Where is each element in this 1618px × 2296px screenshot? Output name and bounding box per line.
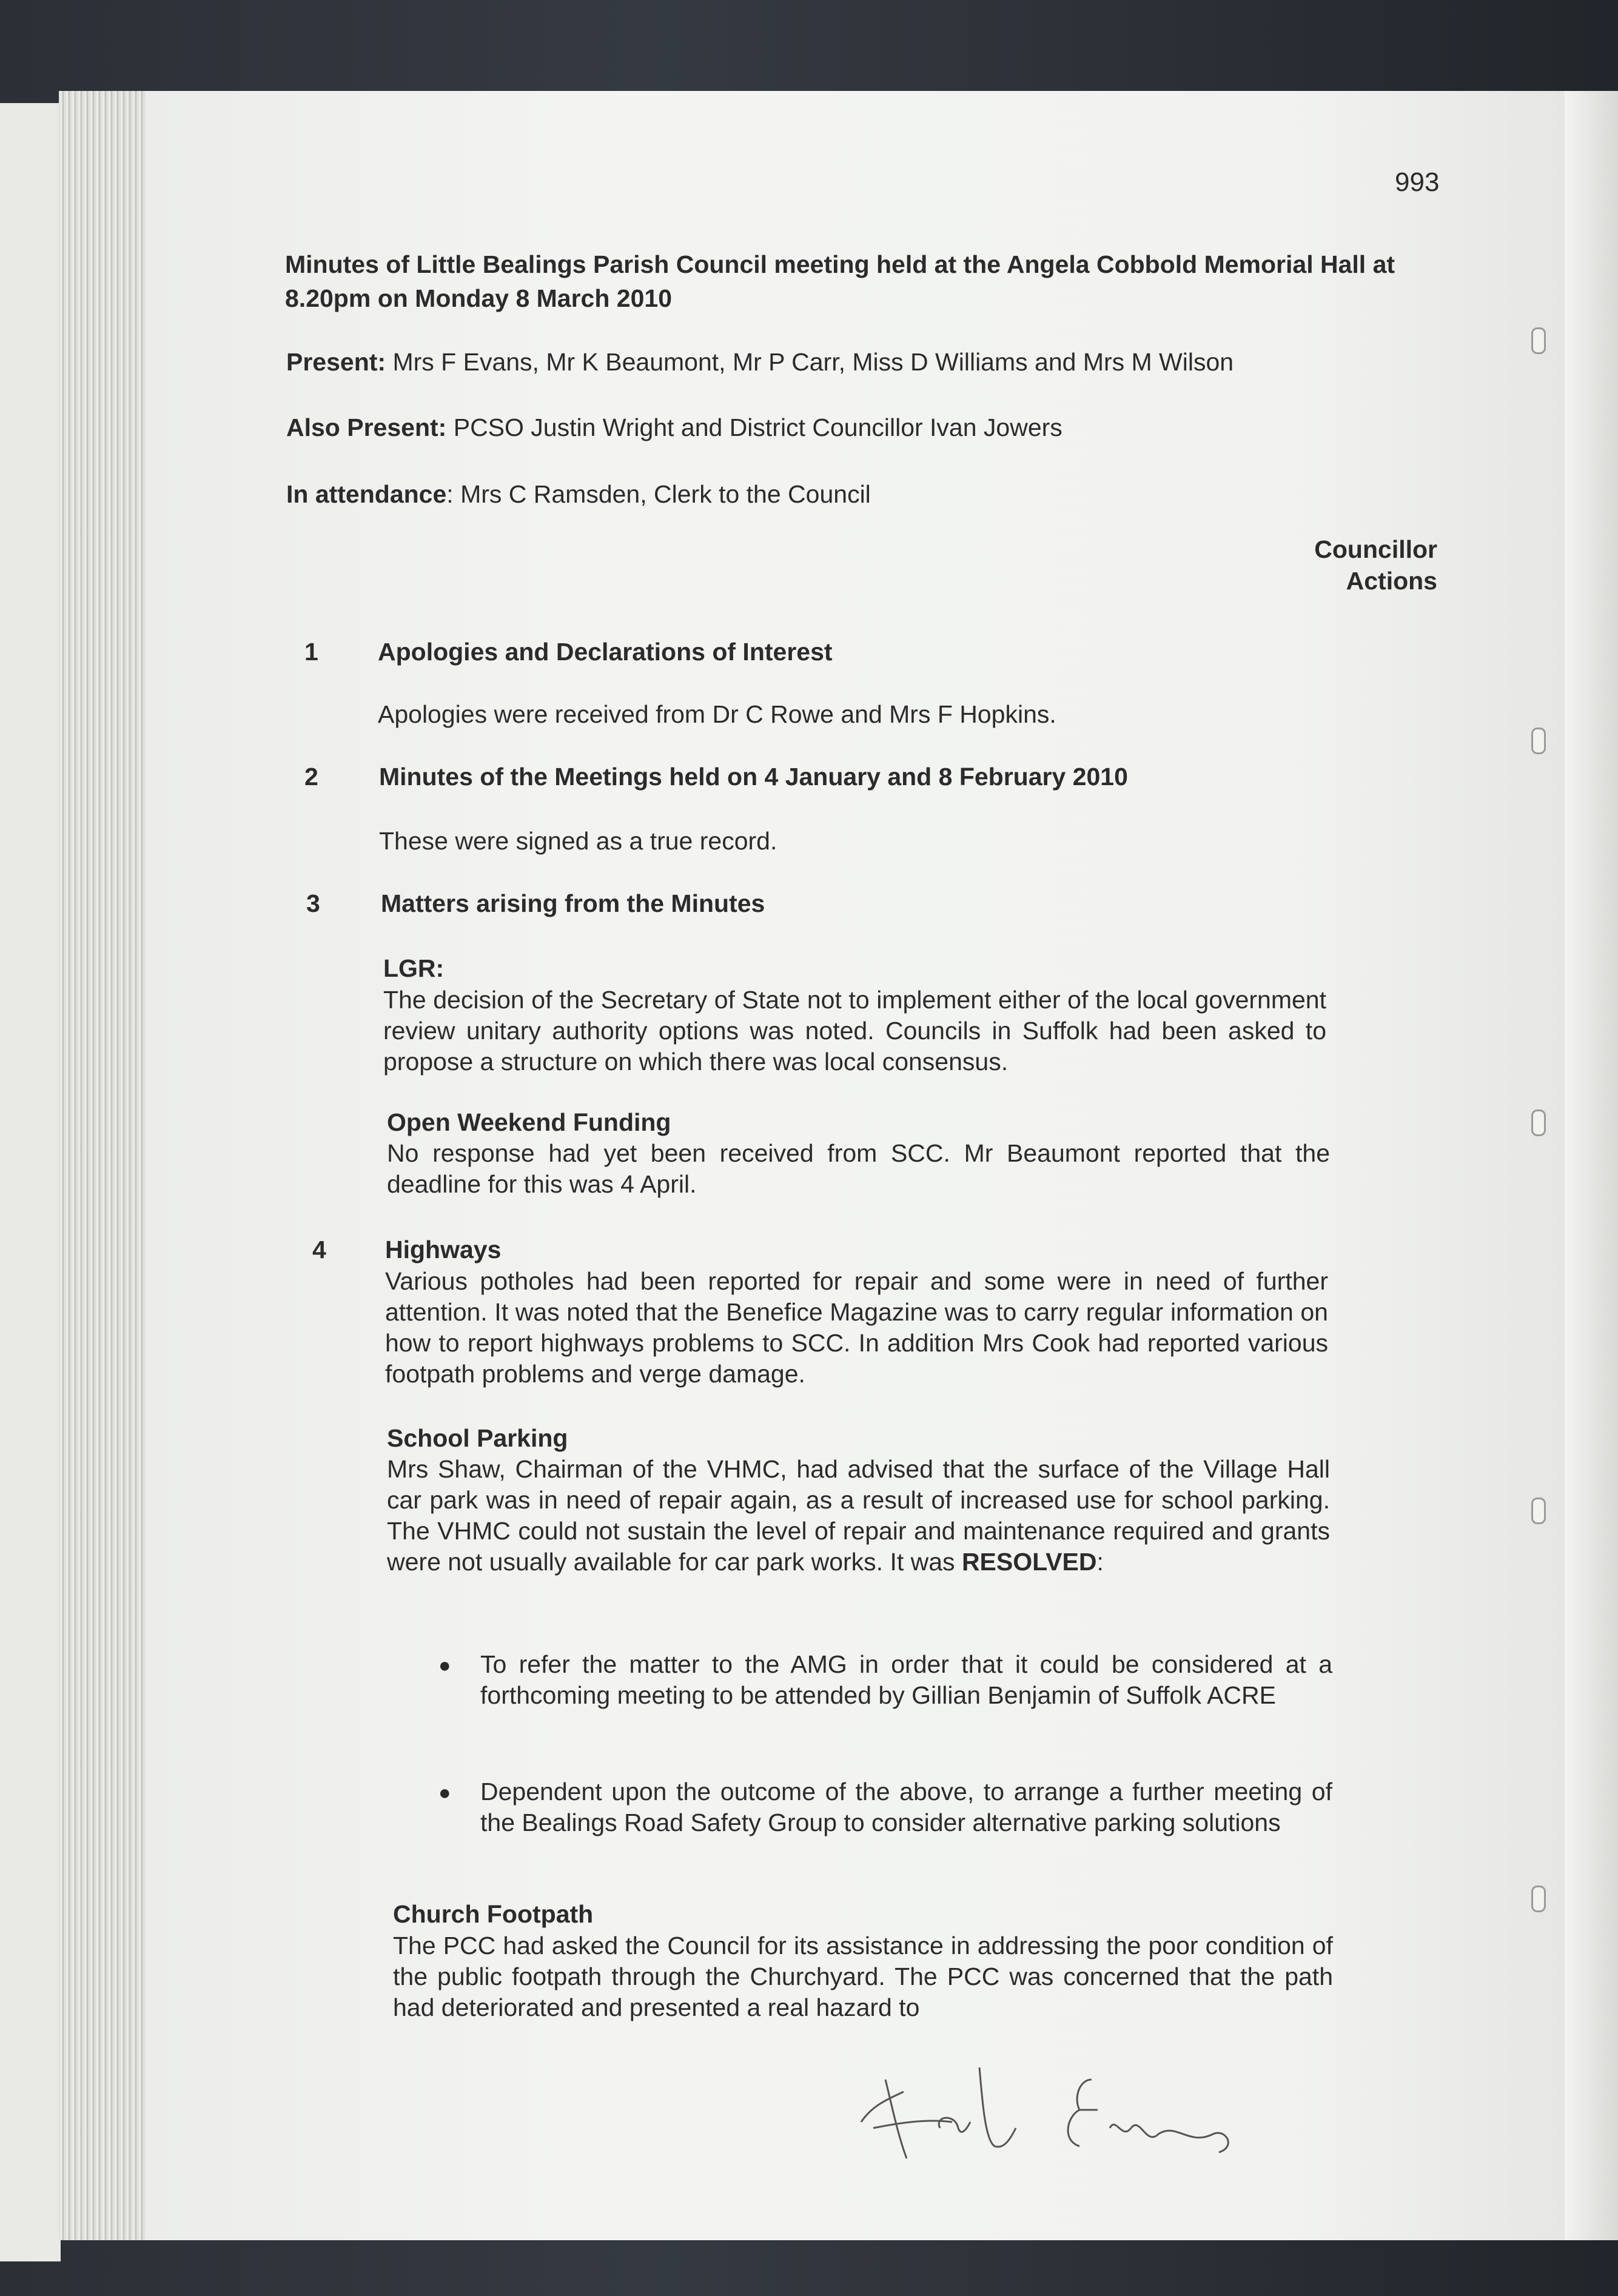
page-stack-edges bbox=[59, 91, 147, 2240]
bullet-item: Dependent upon the outcome of the above, to arrange a further meeting of the Bealings Road Safety Group to consider alternative parking solutions bbox=[480, 1778, 1332, 1836]
also-present-label: Also Present: bbox=[286, 413, 447, 441]
highways-text: Various potholes had been reported for repair and some were in need of further attention. It was noted that the Benefice Magazine was to carry regular information on how to report highways problems to SCC. In addition Mrs Cook had reported various footpath problems and verge damage. bbox=[385, 1267, 1328, 1388]
in-attendance-label: In attendance bbox=[286, 480, 447, 508]
lgr-text: The decision of the Secretary of State not to implement either of the local government review unitary authority options was noted. Councils in Suffolk had been asked to propose a structure on which there was local consensus. bbox=[383, 986, 1326, 1076]
item-text: Apologies were received from Dr C Rowe and Mrs F Hopkins. bbox=[378, 700, 1056, 728]
open-weekend-text: No response had yet been received from SCC. Mr Beaumont reported that the deadline for this was 4 April. bbox=[387, 1139, 1330, 1198]
item-text: These were signed as a true record. bbox=[379, 827, 777, 855]
item-number: 1 bbox=[304, 638, 318, 666]
school-parking-body: Mrs Shaw, Chairman of the VHMC, had advised that the surface of the Village Hall car park was in need of repair again, as a result of increased use for school parking. The VHMC could not sustain the level of repair and maintenance required and grants were not usually available for car park works. It was bbox=[387, 1455, 1330, 1576]
also-present-value: PCSO Justin Wright and District Councillor Ivan Jowers bbox=[453, 413, 1062, 441]
councillor-actions-header bbox=[1243, 534, 1437, 597]
resolved-colon: : bbox=[1096, 1548, 1104, 1576]
binder-ring-tab bbox=[1531, 1886, 1546, 1912]
bullet-icon: ● bbox=[438, 1654, 451, 1677]
item-number: 2 bbox=[304, 763, 318, 791]
present-label: Present: bbox=[286, 348, 386, 376]
binder-ring-tab bbox=[1531, 728, 1546, 754]
item-heading: Minutes of the Meetings held on 4 January and 8 February 2010 bbox=[379, 763, 1128, 791]
present-value: Mrs F Evans, Mr K Beaumont, Mr P Carr, Miss D Williams and Mrs M Wilson bbox=[392, 348, 1234, 376]
subheading-open-weekend: Open Weekend Funding bbox=[387, 1108, 671, 1136]
bullet-icon: ● bbox=[438, 1781, 451, 1804]
also-present-line bbox=[286, 412, 1062, 443]
subheading-church-footpath: Church Footpath bbox=[393, 1900, 594, 1928]
actions-header-line1: Councillor bbox=[1314, 535, 1437, 563]
left-page-edge bbox=[0, 103, 61, 2261]
present-line bbox=[286, 347, 1469, 378]
signature bbox=[849, 2055, 1310, 2170]
item-number: 3 bbox=[306, 889, 320, 917]
actions-header-line2: Actions bbox=[1346, 567, 1437, 595]
bullet-item: To refer the matter to the AMG in order that it could be considered at a forthcoming meeting to be attended by Gillian Benjamin of Suffolk ACRE bbox=[480, 1650, 1332, 1709]
binder-ring-tab bbox=[1531, 1110, 1546, 1136]
binder-ring-tab bbox=[1531, 1498, 1546, 1524]
document-title: Minutes of Little Bealings Parish Council meeting held at the Angela Cobbold Memorial Hall at 8.20pm on Monday 8 March 2010 bbox=[285, 250, 1395, 312]
item-heading: Apologies and Declarations of Interest bbox=[378, 638, 833, 666]
subheading-lgr: LGR: bbox=[383, 954, 445, 982]
church-footpath-text: The PCC had asked the Council for its assistance in addressing the poor condition of the public footpath through the Churchyard. The PCC was concerned that the path had deteriorated and presented a real hazard to bbox=[393, 1932, 1333, 2021]
subheading-school-parking: School Parking bbox=[387, 1424, 568, 1452]
page-number: 993 bbox=[1395, 167, 1440, 197]
binder-ring-tab bbox=[1531, 327, 1546, 354]
item-heading: Highways bbox=[385, 1236, 502, 1263]
in-attendance-line bbox=[286, 479, 871, 510]
resolved-label: RESOLVED bbox=[961, 1548, 1097, 1576]
school-parking-text bbox=[387, 1454, 1330, 1578]
item-number: 4 bbox=[312, 1236, 326, 1263]
item-heading: Matters arising from the Minutes bbox=[381, 889, 765, 917]
in-attendance-value: : Mrs C Ramsden, Clerk to the Council bbox=[446, 480, 871, 508]
